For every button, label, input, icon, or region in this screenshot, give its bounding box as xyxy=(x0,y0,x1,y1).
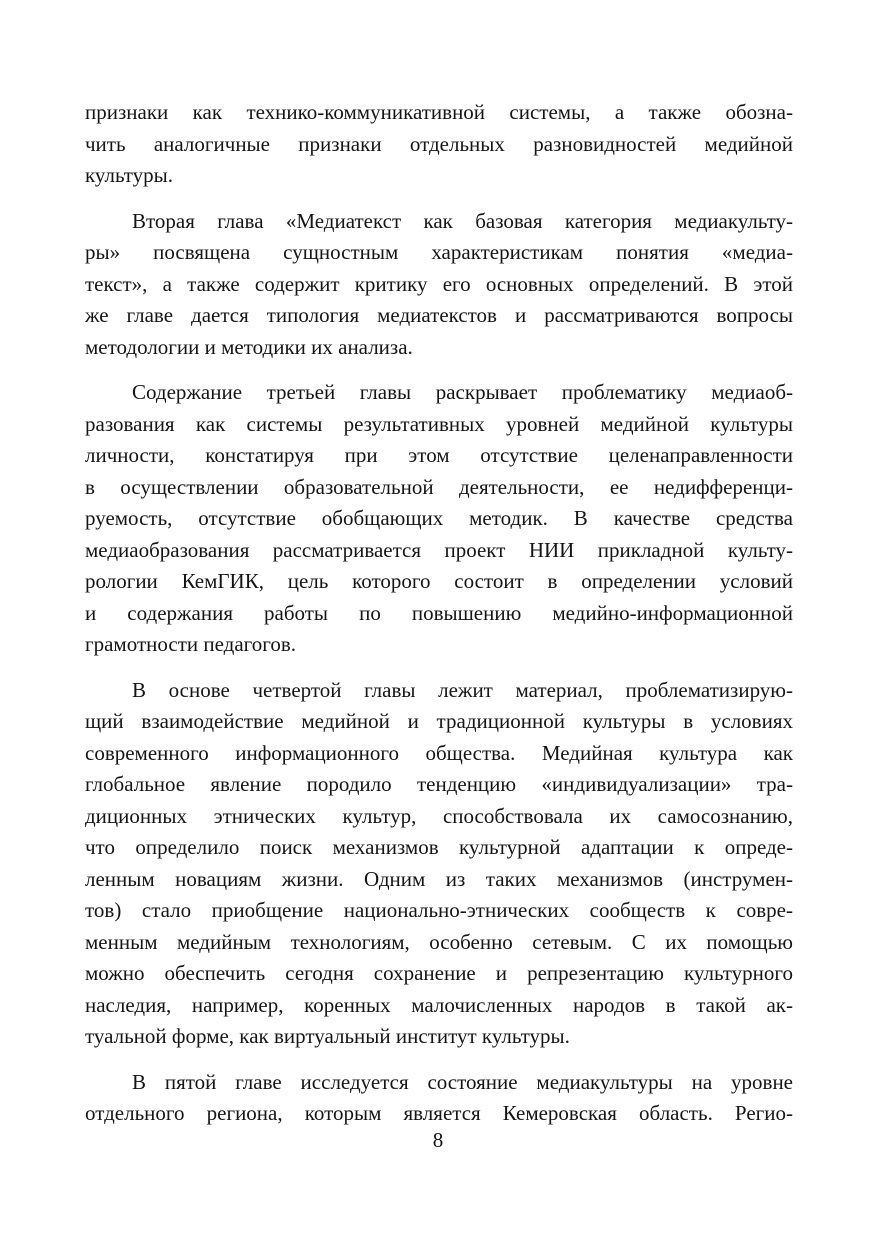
text-line: в осуществлении образовательной деятельности, ее недифференци- xyxy=(85,474,793,499)
text-line: тов) стало приобщение национально-этнических сообществ к совре- xyxy=(85,898,793,922)
paragraph xyxy=(85,1067,793,1130)
text-line: диционных этнических культур, способствовала их самосознанию, xyxy=(85,803,793,828)
text-line: можно обеспечить сегодня сохранение и репрезентацию культурного xyxy=(85,961,793,985)
text-line: же главе дается типология медиатекстов и рассматриваются вопросы xyxy=(85,303,793,327)
text-line: что определило поиск механизмов культурной адаптации к опреде- xyxy=(85,835,793,859)
text-line: наследия, например, коренных малочисленных народов в такой ак- xyxy=(85,992,793,1017)
text-line: рологии КемГИК, цель которого состоит в определении условий xyxy=(85,569,793,593)
text-line: культуры. xyxy=(85,163,173,187)
paragraph xyxy=(85,97,793,192)
text-line: менным медийным технологиям, особенно сетевым. С их помощью xyxy=(85,929,793,954)
text-line: Содержание третьей главы раскрывает проблематику медиаоб- xyxy=(132,380,793,404)
text-line: современного информационного общества. Медийная культура как xyxy=(85,740,793,765)
text-line: грамотности педагогов. xyxy=(85,632,297,656)
text-line: признаки как технико-коммуникативной системы, а также обозна- xyxy=(85,100,793,124)
text-line: щий взаимодействие медийной и традиционной культуры в условиях xyxy=(85,709,793,733)
paragraph xyxy=(85,206,793,364)
text-line: ры» посвящена сущностным характеристикам понятия «медиа- xyxy=(85,240,793,264)
page-number: 8 xyxy=(432,1128,444,1152)
text-line: туальной форме, как виртуальный институт культуры. xyxy=(85,1024,570,1048)
text-line: методологии и методики их анализа. xyxy=(85,334,413,359)
paragraph xyxy=(85,675,793,1053)
text-line: глобальное явление породило тенденцию «индивидуализации» тра- xyxy=(85,772,793,796)
text-line: медиаобразования рассматривается проект НИИ прикладной культу- xyxy=(85,537,793,562)
paragraph xyxy=(85,377,793,661)
text-line: личности, констатируя при этом отсутствие целенаправленности xyxy=(85,443,793,467)
text-line: отдельного региона, которым является Кемеровская область. Регио- xyxy=(85,1101,793,1125)
text-line: руемость, отсутствие обобщающих методик. В качестве средства xyxy=(85,506,793,530)
text-line: и содержания работы по повышению медийно-информационной xyxy=(85,600,793,625)
page-text xyxy=(85,97,793,1144)
text-line: В основе четвертой главы лежит материал, проблематизирую- xyxy=(132,677,793,702)
text-line: В пятой главе исследуется состояние медиакультуры на уровне xyxy=(132,1069,793,1094)
text-line: чить аналогичные признаки отдельных разновидностей медийной xyxy=(85,131,793,156)
text-line: разования как системы результативных уровней медийной культуры xyxy=(85,411,793,436)
text-line: Вторая глава «Медиатекст как базовая категория медиакульту- xyxy=(132,208,793,233)
text-line: текст», а также содержит критику его основных определений. В этой xyxy=(85,271,793,296)
text-line: ленным новациям жизни. Одним из таких механизмов (инструмен- xyxy=(85,866,793,891)
